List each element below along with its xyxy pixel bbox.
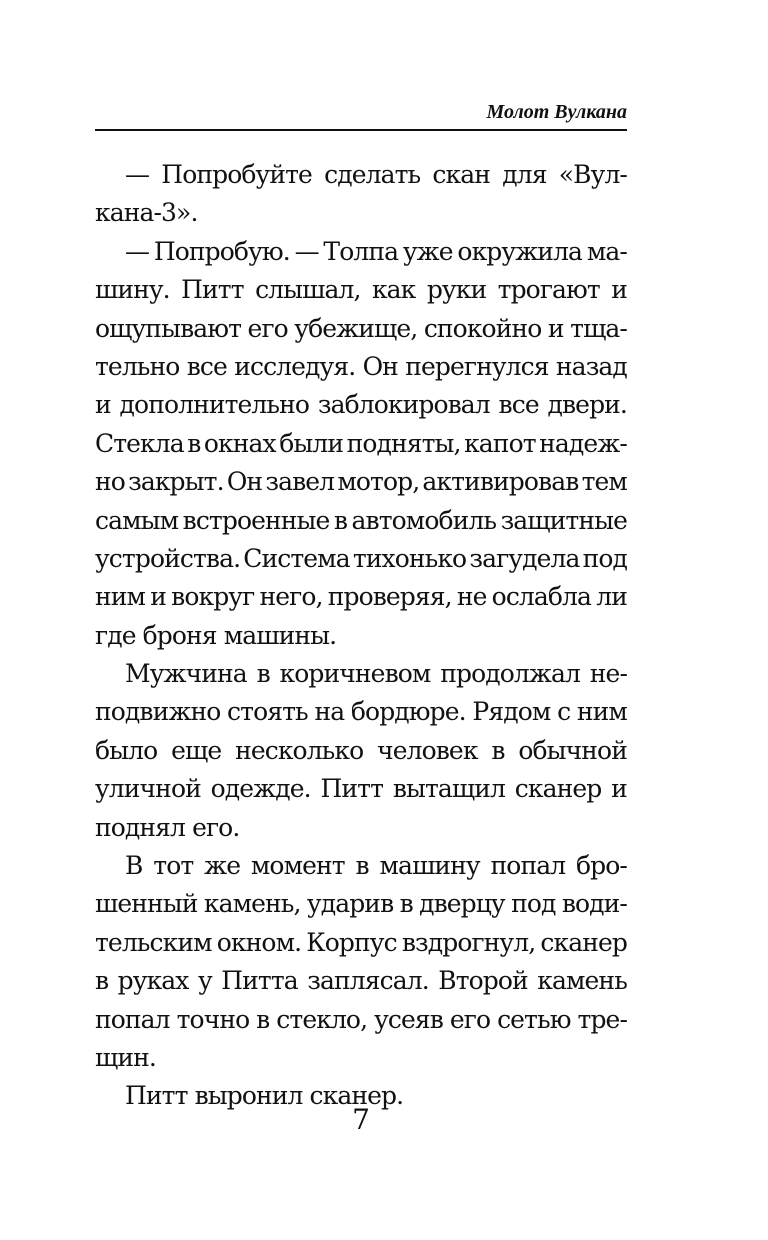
page-number: 7: [352, 1103, 370, 1136]
running-title: Молот Вулкана: [486, 101, 627, 123]
text-line: — Попробуйте сделать скан для «Вул-: [125, 160, 627, 189]
text-line: ощупывают его убежище, спокойно и тща-: [95, 313, 627, 343]
text-line: было еще несколько человек в обычной: [95, 735, 627, 765]
header-rule: [95, 129, 627, 131]
text-line: но закрыт. Он завел мотор, активировав тем: [95, 467, 627, 497]
text-line: Питт выронил сканер.: [125, 1081, 404, 1111]
text-line: уличной одежде. Питт вытащил сканер и: [95, 774, 627, 804]
text-line: щин.: [95, 1042, 156, 1072]
paragraph: [95, 156, 627, 233]
paragraph: [95, 847, 627, 1077]
text-line: шенный камень, ударив в дверцу под води-: [95, 889, 627, 919]
text-line: тельно все исследуя. Он перегнулся назад: [95, 351, 627, 381]
paragraph: [95, 655, 627, 847]
text-line: в руках у Питта заплясал. Второй камень: [95, 966, 627, 996]
text-line: Стекла в окнах были подняты, капот надеж-: [95, 428, 627, 458]
paragraph: [95, 233, 627, 655]
text-line: шину. Питт слышал, как руки трогают и: [95, 275, 627, 305]
text-line: В тот же момент в машину попал бро-: [125, 851, 627, 881]
text-line: тельским окном. Корпус вздрогнул, сканер: [95, 927, 627, 957]
text-line: попал точно в стекло, усеяв его сетью тре-: [95, 1004, 627, 1034]
text-line: — Попробую. — Толпа уже окружила ма-: [125, 236, 627, 266]
text-line: ним и вокруг него, проверяя, не ослабла ли: [95, 582, 627, 612]
text-line: где броня машины.: [95, 620, 337, 650]
text-line: устройства. Система тихонько загудела под: [95, 543, 627, 573]
text-line: поднял его.: [95, 812, 240, 842]
body-text: [95, 156, 627, 1116]
text-line: кана-3».: [95, 198, 198, 228]
text-line: и дополнительно заблокировал все двери.: [95, 390, 627, 420]
text-line: самым встроенные в автомобиль защитные: [95, 505, 627, 535]
text-line: подвижно стоять на бордюре. Рядом с ним: [95, 697, 627, 727]
text-line: Мужчина в коричневом продолжал не-: [125, 659, 627, 689]
